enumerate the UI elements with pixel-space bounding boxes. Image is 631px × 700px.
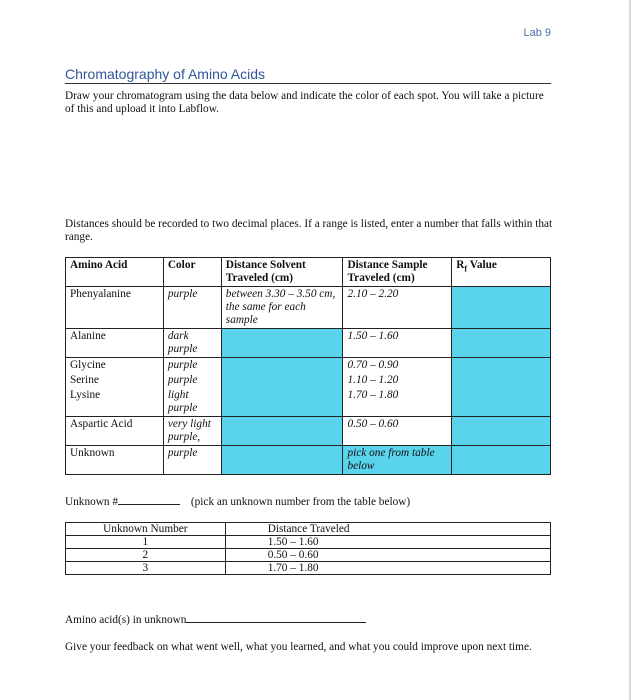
unknown-number-blank[interactable]	[118, 494, 180, 505]
table-row	[66, 549, 551, 562]
table-row	[66, 562, 551, 575]
color-cell: very light purple,	[163, 417, 221, 446]
rf-input-cell[interactable]	[452, 388, 551, 417]
solvent-input-cell[interactable]	[221, 446, 343, 475]
solvent-input-cell[interactable]	[221, 417, 343, 446]
table-row	[66, 536, 551, 549]
color-cell: purple	[163, 287, 221, 329]
sample-cell: 2.10 – 2.20	[343, 287, 452, 329]
sample-cell: 0.50 – 0.60	[343, 417, 452, 446]
rf-input-cell[interactable]	[452, 358, 551, 374]
header-color: Color	[163, 258, 221, 287]
solvent-input-cell[interactable]	[221, 329, 343, 358]
unknown-hint: (pick an unknown number from the table below)	[190, 496, 411, 508]
solvent-input-cell[interactable]	[221, 388, 343, 417]
acid-cell: Lysine	[66, 388, 164, 417]
rf-input-cell[interactable]	[452, 329, 551, 358]
color-cell: light purple	[163, 388, 221, 417]
sample-cell: 0.70 – 0.90	[343, 358, 452, 374]
table-header-row	[66, 523, 551, 536]
amino-acid-table	[65, 257, 551, 475]
color-cell: purple	[163, 358, 221, 374]
header-rf-value: $R_f$ Value	[452, 258, 551, 287]
unknown-number-cell: 1	[66, 536, 226, 549]
solvent-input-cell[interactable]	[221, 373, 343, 388]
amino-acid-blank[interactable]	[186, 612, 366, 623]
table-row	[66, 388, 551, 417]
color-cell: purple	[163, 446, 221, 475]
table-header-row	[66, 258, 551, 287]
unknown-number-prompt	[65, 494, 410, 508]
header-distance-traveled: Distance Traveled	[225, 523, 550, 536]
header-amino-acid: Amino Acid	[66, 258, 164, 287]
color-cell: purple	[163, 373, 221, 388]
rf-input-cell[interactable]	[452, 446, 551, 475]
rf-input-cell[interactable]	[452, 287, 551, 329]
header-sample-distance: Distance Sample Traveled (cm)	[343, 258, 452, 287]
amino-acid-prompt	[65, 612, 366, 626]
table-row	[66, 329, 551, 358]
unknown-table	[65, 522, 551, 575]
distance-cell: 1.70 – 1.80	[225, 562, 550, 575]
sample-cell: 1.70 – 1.80	[343, 388, 452, 417]
distance-cell: 0.50 – 0.60	[225, 549, 550, 562]
header-solvent-distance: Distance Solvent Traveled (cm)	[221, 258, 343, 287]
solvent-input-cell[interactable]	[221, 358, 343, 374]
distance-note: Distances should be recorded to two decimal places. If a range is listed, enter a number that falls within that range.	[65, 218, 553, 243]
amino-acid-label: Amino acid(s) in unknown	[65, 614, 187, 626]
unknown-number-cell: 2	[66, 549, 226, 562]
unknown-number-cell: 3	[66, 562, 226, 575]
sample-input-cell[interactable]: pick one from table below	[343, 446, 452, 475]
acid-cell: Aspartic Acid	[66, 417, 164, 446]
rf-input-cell[interactable]	[452, 373, 551, 388]
sample-cell: 1.10 – 1.20	[343, 373, 452, 388]
acid-cell: Phenyalanine	[66, 287, 164, 329]
rf-input-cell[interactable]	[452, 417, 551, 446]
sample-cell: 1.50 – 1.60	[343, 329, 452, 358]
header-unknown-number: Unknown Number	[66, 523, 226, 536]
instructions-text: Draw your chromatogram using the data below and indicate the color of each spot. You will take a picture of this and upload it into Labflow.	[65, 90, 544, 115]
page-title: Chromatography of Amino Acids	[65, 66, 551, 84]
table-row	[66, 373, 551, 388]
feedback-prompt: Give your feedback on what went well, what you learned, and what you could improve upon next time.	[65, 641, 532, 653]
distance-cell: 1.50 – 1.60	[225, 536, 550, 549]
table-row	[66, 446, 551, 475]
acid-cell: Alanine	[66, 329, 164, 358]
acid-cell: Glycine	[66, 358, 164, 374]
acid-cell: Serine	[66, 373, 164, 388]
table-row	[66, 358, 551, 374]
unknown-label: Unknown #	[65, 496, 119, 508]
solvent-cell: between 3.30 – 3.50 cm, the same for each sample	[221, 287, 343, 329]
table-row	[66, 417, 551, 446]
color-cell: dark purple	[163, 329, 221, 358]
lab-number-label: Lab 9	[523, 27, 551, 39]
table-row	[66, 287, 551, 329]
acid-cell: Unknown	[66, 446, 164, 475]
